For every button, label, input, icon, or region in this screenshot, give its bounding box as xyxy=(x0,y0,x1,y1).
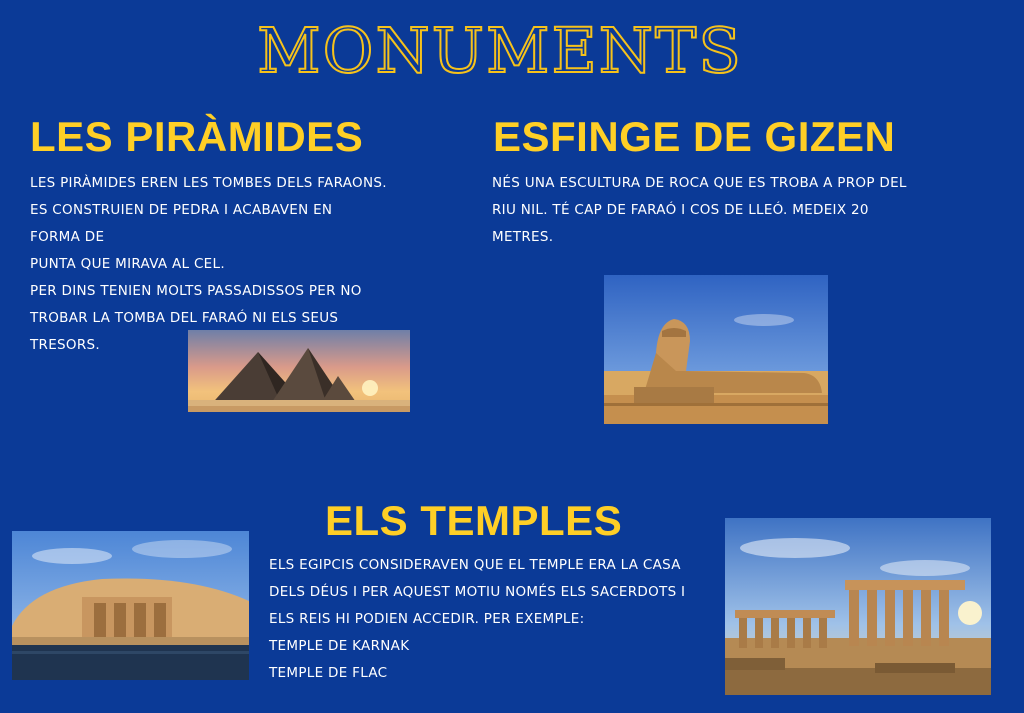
text-temples xyxy=(269,552,685,687)
text-line: LES PIRÀMIDES EREN LES TOMBES DELS FARAONS. xyxy=(30,175,387,191)
text-line: PUNTA QUE MIRAVA AL CEL. xyxy=(30,256,225,272)
text-line: NÉS UNA ESCULTURA DE ROCA QUE ES TROBA A PROP DEL xyxy=(492,175,907,191)
text-line: TEMPLE DE KARNAK xyxy=(269,638,410,654)
text-line: TROBAR LA TOMBA DEL FARAÓ NI ELS SEUS xyxy=(30,310,339,326)
text-line: TRESORS. xyxy=(30,337,100,353)
text-line: TEMPLE DE FLAC xyxy=(269,665,388,681)
text-line: PER DINS TENIEN MOLTS PASSADISSOS PER NO xyxy=(30,283,362,299)
text-line: METRES. xyxy=(492,229,554,245)
text-line: ELS REIS HI PODIEN ACCEDIR. PER EXEMPLE: xyxy=(269,611,585,627)
page-title: MONUMENTS xyxy=(257,14,743,87)
text-line: RIU NIL. TÉ CAP DE FARAÓ I COS DE LLEÓ. MEDEIX 20 xyxy=(492,202,869,218)
text-line: ELS EGIPCIS CONSIDERAVEN QUE EL TEMPLE ERA LA CASA xyxy=(269,557,681,573)
text-line: DELS DÉUS I PER AQUEST MOTIU NOMÉS ELS SACERDOTS I xyxy=(269,584,686,600)
temple-photo xyxy=(725,518,991,695)
abu-simbel-photo xyxy=(12,531,249,680)
heading-piramides: LES PIRÀMIDES xyxy=(30,113,364,160)
text-esfinge xyxy=(492,170,907,251)
pyramids-photo xyxy=(188,330,410,412)
heading-temples: ELS TEMPLES xyxy=(325,497,623,544)
heading-esfinge: ESFINGE DE GIZEN xyxy=(493,113,896,160)
text-line: ES CONSTRUIEN DE PEDRA I ACABAVEN EN xyxy=(30,202,333,218)
text-line: FORMA DE xyxy=(30,229,105,245)
sphinx-photo xyxy=(604,275,828,424)
